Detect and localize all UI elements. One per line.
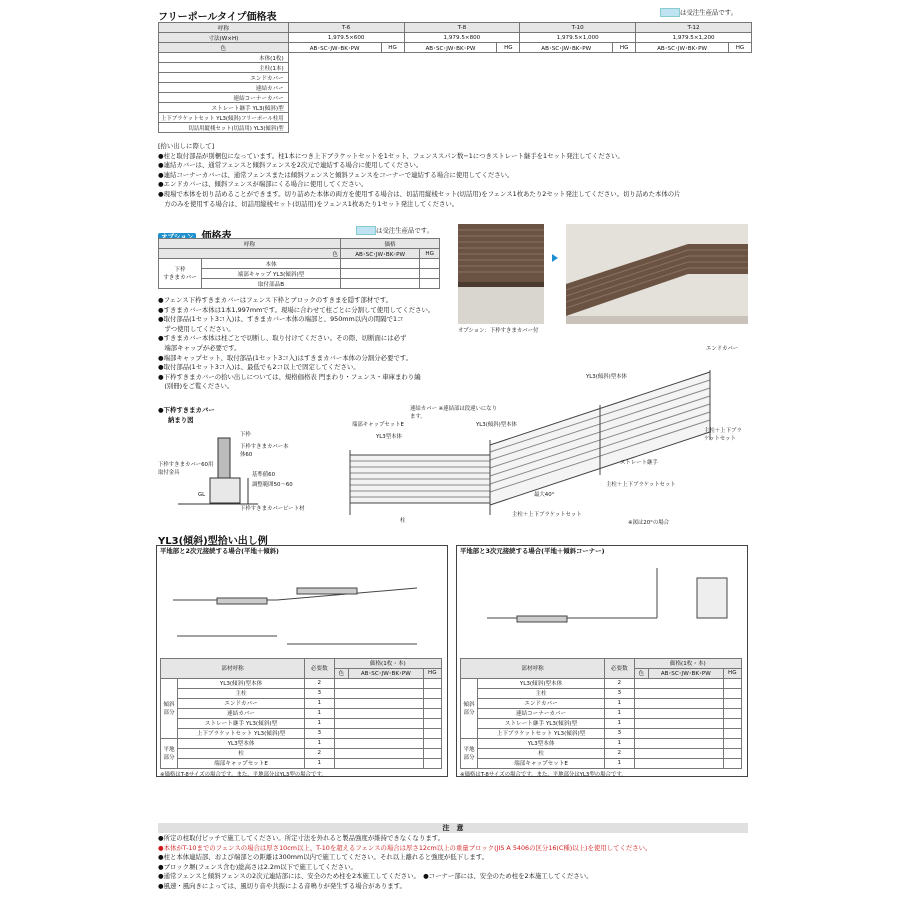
example-left-diagram xyxy=(157,558,445,654)
caution-item: ●柱と本体連結部、および端部との距離は300mm以内で施工してください。それ以上離れると強度が低下します。 xyxy=(158,853,489,862)
pickup-notes xyxy=(158,142,758,209)
photo-caption: オプション：下枠すきまカバー付 xyxy=(458,328,539,334)
diagram-label: 最大40° xyxy=(534,492,555,498)
photo-fence xyxy=(566,224,748,324)
color-hg: HG xyxy=(497,43,520,53)
note-item: ●エンドカバーは、傾斜フェンスが端部にくる場合に使用してください。 xyxy=(158,180,368,189)
note-item: ●連結カバーは、通常フェンスと傾斜フェンスを2次元で連結する場合に使用してください。 xyxy=(158,161,423,170)
row-label: 切詰用縦桟セット(切詰用) YL3(傾斜)型 xyxy=(159,123,289,133)
main-fence-diagram xyxy=(340,340,760,530)
option-legend xyxy=(356,226,433,236)
note-item: 端部キャップが必要です。 xyxy=(158,343,241,352)
made-to-order-swatch xyxy=(356,226,376,235)
example-left-title: 平地部と2次元接続する場合(平地＋傾斜) xyxy=(160,547,279,555)
diagram-note: ※図は20°の場合 xyxy=(628,520,670,526)
color-hg: HG xyxy=(420,249,440,259)
made-to-order-legend xyxy=(660,8,737,18)
model-size: 1,979.5×600 xyxy=(288,33,404,43)
model-name: T-8 xyxy=(404,23,520,33)
note-item: ずつ使用してください。 xyxy=(158,324,235,333)
color-hg: HG xyxy=(381,43,404,53)
example-right xyxy=(456,545,748,777)
note-item: ●下枠すきまカバーの拾い出しについては、規格価格表 門まわり・フェンス・車庫まわり編 xyxy=(158,372,421,381)
group-label: 下枠 すきまカバー xyxy=(159,259,202,289)
page-title: フリーポールタイプ価格表 xyxy=(158,12,277,23)
note-item: ●取付部品(1セット3コ入)は、すきまカバー本体の端部と、950mm以内の間隔で1コ xyxy=(158,315,404,324)
diagram-label: 主柱＋上下ブラケットセット xyxy=(606,482,676,488)
diagram-label: エンドカバー xyxy=(706,346,739,352)
model-name: T-10 xyxy=(520,23,636,33)
model-size: 1,979.5×1,000 xyxy=(520,33,636,43)
caution-list xyxy=(158,834,758,892)
row-label: 連結コーナーカバー xyxy=(159,93,289,103)
note-item: ●すきまカバー本体は1本1,997mmです。現場に合わせて柱ごとに分割して使用してください。 xyxy=(158,305,435,314)
example-right-table: 部材呼称 必要数 価格(1枚・本) 色 AB･SC･JW･BK･PW HG 傾斜部分 YL3(傾斜)型本体 2 主柱 3 エンドカバー 1 連結コーナーカバー 1 ストレート継手 YL3(傾斜)型 1 上下ブラケットセット YL3(傾斜)型 3 平地部分 YL3型本体 1 柱 2 端部キャップセットE 1 xyxy=(460,658,742,769)
note-item: ●連結コーナーカバーは、通常フェンスまたは傾斜フェンスと傾斜フェンスをコーナーで連結する場合に使用してください。 xyxy=(158,170,514,179)
made-to-order-note: は受注生産品です。 xyxy=(680,8,738,17)
option-badge: オプション xyxy=(158,233,196,241)
row-label: 本体 xyxy=(202,259,341,269)
diagram-label: YL3(傾斜)型本体 xyxy=(476,422,517,428)
note-item: ●端部キャップセット、取付部品(1セット3コ入)はすきまカバー本体の分割分必要です。 xyxy=(158,353,412,362)
diagram-label: YL3(傾斜)型本体 xyxy=(586,374,627,380)
note-item: (別冊)をご覧ください。 xyxy=(158,382,234,391)
fit-label: 下枠 xyxy=(240,432,251,438)
fit-label: GL xyxy=(198,492,206,498)
option-table xyxy=(158,238,440,289)
made-to-order-note: は受注生産品です。 xyxy=(376,226,434,235)
color-std: AB･SC･JW･BK･PW xyxy=(404,43,497,53)
note-item: ●フェンス下枠すきまカバーはフェンス下枠とブロックのすきまを隠す部材です。 xyxy=(158,296,392,304)
fit-diagram-title: ●下枠すきまカバー 納まり図 xyxy=(158,406,215,424)
fit-label: 基準値60 xyxy=(252,472,276,478)
diagram-label: 柱 xyxy=(400,518,406,524)
note-item: ●取付部品(1セット3コ入)は、最低でも2コ以上で固定してください。 xyxy=(158,363,360,372)
color-hg: HG xyxy=(728,43,751,53)
model-size: 1,979.5×800 xyxy=(404,33,520,43)
note-item: ●すきまカバー本体は柱ごとで切断し、取り付けてください。その際、切断面には必ず xyxy=(158,334,407,343)
caution-item: ●風速・風向きによっては、風切り音や共振による音鳴りが発生する場合があります。 xyxy=(158,881,406,890)
photo-closeup xyxy=(458,224,544,324)
color-hg: HG xyxy=(613,43,636,53)
diagram-label: 主柱＋上下ブラケットセット xyxy=(512,512,582,518)
fit-label: 下枠すきまカバー60用取付金具 xyxy=(158,462,214,476)
row-label: 取付部品B xyxy=(202,279,341,289)
note-item: ●柱と取付部品が別梱包になっています。柱1本につき上下ブラケットセットを1セット、フェンススパン数−1につきストレート継手を1セット発注してください。 xyxy=(158,151,624,160)
made-to-order-swatch xyxy=(660,8,680,17)
example-right-diagram xyxy=(457,558,745,654)
header-color: 色 xyxy=(159,43,289,53)
example-title: YL3(傾斜)型拾い出し例 xyxy=(158,536,268,547)
fit-label: 下枠すきまカバー本体60 xyxy=(240,444,289,458)
color-std: AB･SC･JW･BK･PW xyxy=(340,249,419,259)
row-label: 主柱(1本) xyxy=(159,63,289,73)
notes-title: [拾い出しに際して] xyxy=(158,142,215,150)
color-std: AB･SC･JW･BK･PW xyxy=(520,43,613,53)
caution-item: ●所定の柱取付ピッチで施工してください。所定寸法を外れると製品強度が維持できなくなります。 xyxy=(158,834,444,842)
caution-item: ●ブロック塀(フェンス含む)総高さは2.2m以下で施工してください。 xyxy=(158,862,357,871)
row-label: 端部キャップ YL3(傾斜)型 xyxy=(202,269,341,279)
arrow-icon xyxy=(552,254,558,262)
fit-label: 下枠すきまカバービート材 xyxy=(240,506,305,512)
example-right-title: 平地部と3次元接続する場合(平地＋傾斜コーナー) xyxy=(460,547,605,555)
color-std: AB･SC･JW･BK･PW xyxy=(288,43,381,53)
model-size: 1,979.5×1,200 xyxy=(636,33,752,43)
diagram-label: YL3型本体 xyxy=(376,434,402,440)
color-std: AB･SC･JW･BK･PW xyxy=(636,43,729,53)
example-left-footnote: ※価格はT-8サイズの場合です。また、平地部分はYL3型の場合です。 xyxy=(160,771,327,778)
caution-item: ●本体がT-10までのフェンスの場合は厚さ10cm以上、T-10を超えるフェンスの場合は厚さ12cm以上の重量ブロック(JIS A 5406の区分16(C種)以上)を使用してください。 xyxy=(158,843,652,852)
example-left-table: 部材呼称 必要数 価格(1枚・本) 色 AB･SC･JW･BK･PW HG 傾斜部分 YL3(傾斜)型本体 2 主柱 3 エンドカバー 1 連結カバー 1 ストレート継手 YL3(傾斜)型 1 上下ブラケットセット YL3(傾斜)型 3 平地部分 YL3型本体 1 柱 2 端部キャップセットE 1 xyxy=(160,658,442,769)
header-size: 寸法(W×H) xyxy=(159,33,289,43)
note-item: 方のみを使用する場合は、切詰用縦桟セット(切詰用)をフェンス1枚あたり1セット発注してください。 xyxy=(158,199,459,208)
header-name: 呼称 xyxy=(159,239,341,249)
header-name: 呼称 xyxy=(159,23,289,33)
header-price: 価格 xyxy=(340,239,439,249)
row-label: 本体(1枚) xyxy=(159,53,289,63)
example-right-footnote: ※価格はT-8サイズの場合です。また、平地部分はYL3型の場合です。 xyxy=(460,771,627,778)
diagram-label: 連結カバー ※連結部は段違いになります。 xyxy=(410,406,498,420)
note-item: ●現場で本体を切り詰めることができます。切り詰めた本体の両方を使用する場合は、切詰用縦桟セット(切詰用)をフェンス1枚あたり2セット発注してください。切り詰めた本体の片 xyxy=(158,189,681,198)
diagram-label: 端部キャップセットE xyxy=(352,422,404,428)
diagram-label: ストレート継手 xyxy=(620,460,658,466)
row-label: ストレート継手 YL3(傾斜)型 xyxy=(159,103,289,113)
row-label: エンドカバー xyxy=(159,73,289,83)
model-name: T-6 xyxy=(288,23,404,33)
price-table xyxy=(158,22,752,133)
model-name: T-12 xyxy=(636,23,752,33)
example-left xyxy=(156,545,448,777)
fit-label: 調整範囲50〜60 xyxy=(252,482,293,488)
header-color: 色 xyxy=(159,249,341,259)
row-label: 上下ブラケットセット YL3(傾斜)フリーポール柱用 xyxy=(159,113,289,123)
caution-item: ●通常フェンスと傾斜フェンスの2次元連結部には、安全のため柱を2本施工してください。 ●コーナー部には、安全のため柱を2本施工してください。 xyxy=(158,872,593,881)
caution-title: 注 意 xyxy=(158,823,748,833)
option-title: 価格表 xyxy=(201,231,232,242)
option-photos xyxy=(458,224,748,336)
row-label: 連結カバー xyxy=(159,83,289,93)
diagram-label: 主柱＋上下ブラケットセット xyxy=(704,428,742,442)
